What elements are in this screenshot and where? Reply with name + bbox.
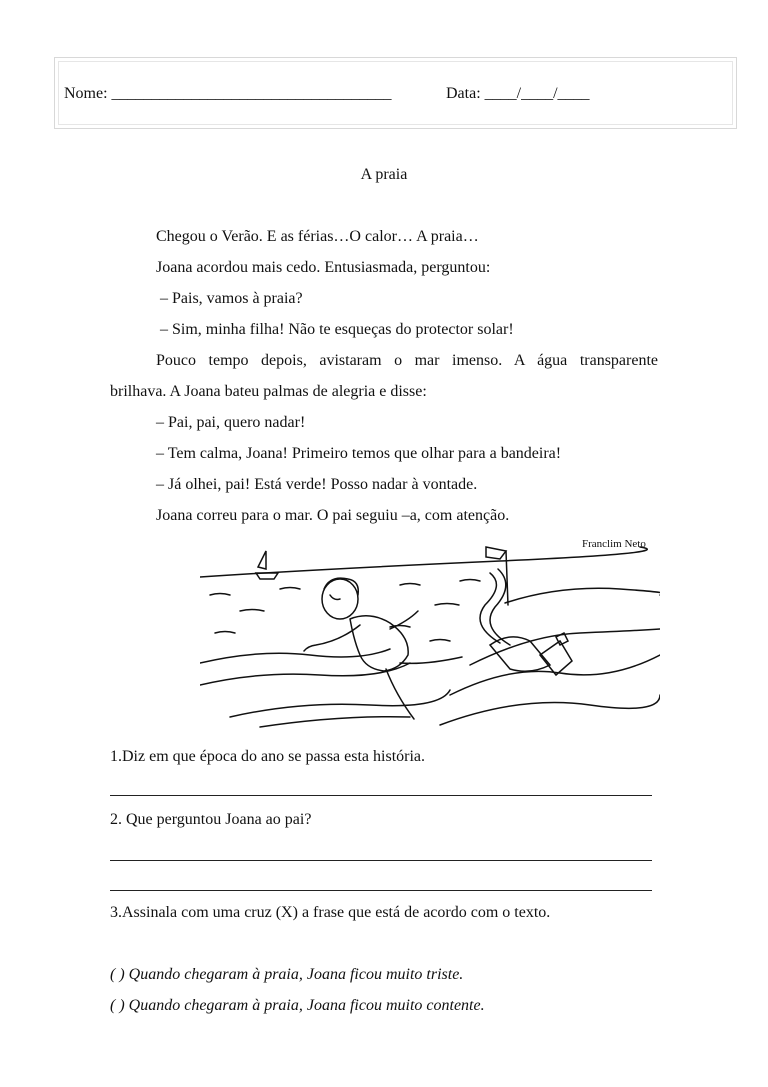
story-line-6: brilhava. A Joana bateu palmas de alegria e disse:: [110, 383, 427, 400]
page-title: A praia: [360, 166, 408, 183]
option-1[interactable]: ( ) Quando chegaram à praia, Joana ficou muito triste.: [110, 966, 464, 983]
story-line-3: – Pais, vamos à praia?: [160, 290, 303, 307]
question-1: 1.Diz em que época do ano se passa esta história.: [110, 748, 426, 765]
story-line-9: – Já olhei, pai! Está verde! Posso nadar à vontade.: [156, 476, 478, 493]
flag: [486, 547, 506, 559]
name-label: Nome: ___________________________________: [64, 85, 392, 102]
answer-line-1[interactable]: [110, 795, 652, 796]
bottle: [540, 633, 572, 675]
wave-line: [200, 663, 410, 685]
sailboat: [256, 551, 278, 579]
beach-illustration: [200, 545, 660, 735]
dune-line: [450, 655, 660, 695]
illustration-credit: Franclim Neto: [582, 538, 646, 550]
story-line-8: – Tem calma, Joana! Primeiro temos que olhar para a bandeira!: [156, 445, 562, 462]
question-2: 2. Que perguntou Joana ao pai?: [110, 811, 312, 828]
option-2[interactable]: ( ) Quando chegaram à praia, Joana ficou muito contente.: [110, 997, 485, 1014]
story-line-1: Chegou o Verão. E as férias…O calor… A praia…: [156, 228, 479, 245]
story-line-4: – Sim, minha filha! Não te esqueças do protector solar!: [160, 321, 514, 338]
flag-pole: [506, 551, 508, 605]
story-line-2: Joana acordou mais cedo. Entusiasmada, perguntou:: [156, 259, 491, 276]
story-line-10: Joana correu para o mar. O pai seguiu –a, com atenção.: [156, 507, 510, 524]
answer-line-3[interactable]: [110, 890, 652, 891]
question-3: 3.Assinala com uma cruz (X) a frase que está de acordo com o texto.: [110, 904, 551, 921]
dune-line: [505, 588, 660, 603]
date-label: Data: ____/____/____: [446, 85, 590, 102]
answer-line-2[interactable]: [110, 860, 652, 861]
wave-line: [230, 690, 450, 717]
story-line-7: – Pai, pai, quero nadar!: [156, 414, 306, 431]
wave-line: [200, 649, 390, 663]
story-line-5: Pouco tempo depois, avistaram o mar imenso. A água transparente: [156, 352, 658, 369]
